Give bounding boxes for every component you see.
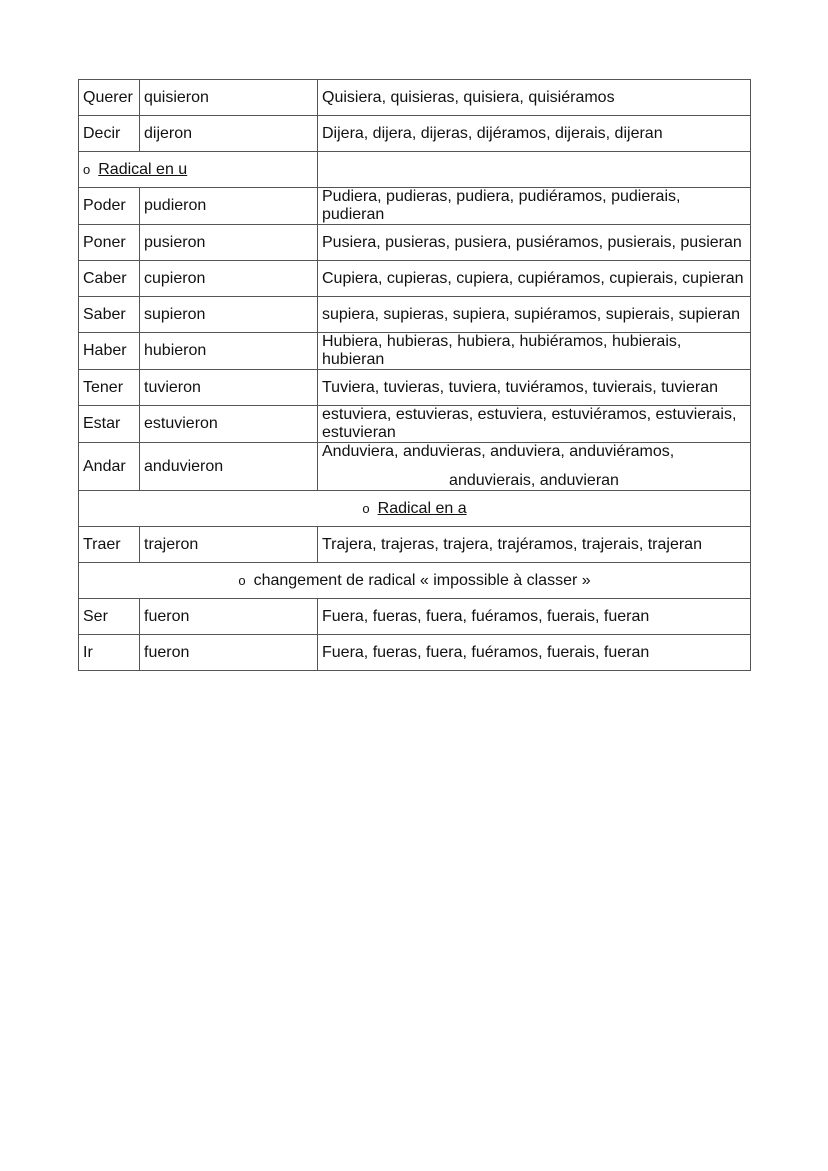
preterite-cell: quisieron [140, 80, 318, 116]
infinitive-cell: Ser [79, 599, 140, 635]
preterite-cell: supieron [140, 297, 318, 333]
table-row [79, 406, 751, 443]
infinitive-cell: Andar [79, 443, 140, 491]
preterite-cell: tuvieron [140, 370, 318, 406]
preterite-cell: dijeron [140, 116, 318, 152]
infinitive-cell: Decir [79, 116, 140, 152]
preterite-cell: anduvieron [140, 443, 318, 491]
infinitive-cell: Poner [79, 225, 140, 261]
table-row [79, 188, 751, 225]
subjunctive-forms-cell: Tuviera, tuvieras, tuviera, tuviéramos, tuvierais, tuvieran [318, 370, 751, 406]
subjunctive-forms-cell: Fuera, fueras, fuera, fuéramos, fuerais, fueran [318, 635, 751, 671]
table-row [79, 261, 751, 297]
section-heading-label: Radical en u [98, 160, 188, 178]
subjunctive-forms-cell: Dijera, dijera, dijeras, dijéramos, dijerais, dijeran [318, 116, 751, 152]
subjunctive-forms-cell: Hubiera, hubieras, hubiera, hubiéramos, hubierais, hubieran [318, 333, 751, 370]
table-row [79, 225, 751, 261]
table-row [79, 333, 751, 370]
subjunctive-forms-cell: Trajera, trajeras, trajera, trajéramos, trajerais, trajeran [318, 527, 751, 563]
subjunctive-forms-cell: Cupiera, cupieras, cupiera, cupiéramos, cupierais, cupieran [318, 261, 751, 297]
preterite-cell: fueron [140, 635, 318, 671]
preterite-cell: cupieron [140, 261, 318, 297]
forms-line-2: anduvierais, anduvieran [449, 472, 619, 489]
subjunctive-forms-cell: Fuera, fueras, fuera, fuéramos, fuerais, fueran [318, 599, 751, 635]
infinitive-cell: Caber [79, 261, 140, 297]
infinitive-cell: Tener [79, 370, 140, 406]
section-heading-label: Radical en a [377, 499, 467, 517]
forms-line-1: Anduviera, anduvieras, anduviera, anduviéramos, [322, 443, 675, 460]
preterite-cell: fueron [140, 599, 318, 635]
empty-cell [318, 152, 751, 188]
subjunctive-forms-cell: Quisiera, quisieras, quisiera, quisiéramos [318, 80, 751, 116]
section-heading-label: changement de radical « impossible à classer » [253, 571, 591, 589]
bullet-icon: o [238, 572, 246, 588]
bullet-icon: o [362, 500, 370, 516]
section-heading-radical-a [79, 491, 751, 527]
table-row [79, 527, 751, 563]
infinitive-cell: Poder [79, 188, 140, 225]
table-row [79, 635, 751, 671]
preterite-cell: trajeron [140, 527, 318, 563]
section-heading-other [79, 563, 751, 599]
infinitive-cell: Saber [79, 297, 140, 333]
infinitive-cell: Traer [79, 527, 140, 563]
preterite-cell: pudieron [140, 188, 318, 225]
table-row [79, 80, 751, 116]
preterite-cell: pusieron [140, 225, 318, 261]
infinitive-cell: Querer [79, 80, 140, 116]
subjunctive-forms-cell: Pudiera, pudieras, pudiera, pudiéramos, pudierais, pudieran [318, 188, 751, 225]
section-heading-row [79, 563, 751, 599]
table-row [79, 297, 751, 333]
section-heading-row [79, 491, 751, 527]
conjugation-table [78, 79, 751, 671]
section-heading-radical-u [79, 152, 318, 188]
infinitive-cell: Haber [79, 333, 140, 370]
section-heading-row [79, 152, 751, 188]
subjunctive-forms-cell: estuviera, estuvieras, estuviera, estuviéramos, estuvierais, estuvieran [318, 406, 751, 443]
table-row [79, 370, 751, 406]
subjunctive-forms-cell: Pusiera, pusieras, pusiera, pusiéramos, pusierais, pusieran [318, 225, 751, 261]
table-row [79, 116, 751, 152]
infinitive-cell: Ir [79, 635, 140, 671]
subjunctive-forms-cell: supiera, supieras, supiera, supiéramos, supierais, supieran [318, 297, 751, 333]
table-row [79, 443, 751, 491]
preterite-cell: hubieron [140, 333, 318, 370]
infinitive-cell: Estar [79, 406, 140, 443]
preterite-cell: estuvieron [140, 406, 318, 443]
subjunctive-forms-cell [318, 443, 751, 491]
bullet-icon: o [83, 161, 91, 177]
table-row [79, 599, 751, 635]
